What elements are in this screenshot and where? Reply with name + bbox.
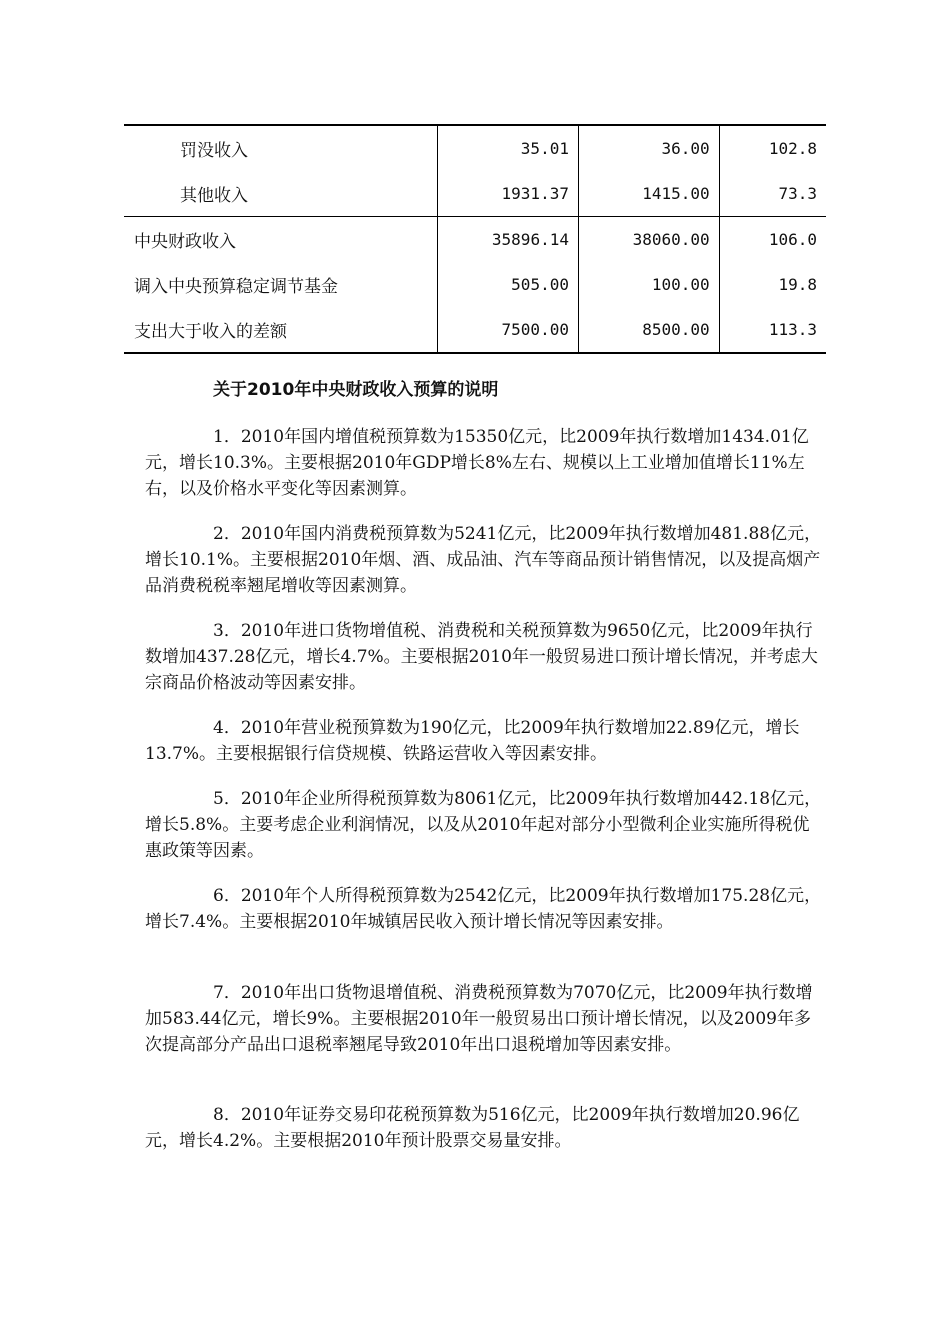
note-paragraph: 8．2010年证券交易印花税预算数为516亿元，比2009年执行数增加20.96亿元，增长4.2%。主要根据2010年预计股票交易量安排。	[145, 1105, 800, 1151]
row-value-percent: 102.8	[719, 125, 826, 171]
budget-table	[124, 124, 826, 354]
row-value-2010: 38060.00	[578, 217, 719, 263]
table-row	[124, 125, 826, 171]
row-value-percent: 113.3	[719, 307, 826, 353]
table-row	[124, 171, 826, 217]
table-row	[124, 307, 826, 353]
row-value-2009: 7500.00	[438, 307, 579, 353]
row-name: 其他收入	[180, 186, 248, 206]
row-value-2010: 100.00	[578, 262, 719, 307]
row-name: 罚没收入	[124, 125, 438, 171]
row-value-percent: 19.8	[719, 262, 826, 307]
row-value-2010: 1415.00	[578, 171, 719, 217]
note-paragraph: 2．2010年国内消费税预算数为5241亿元，比2009年执行数增加481.88亿元，增长10.1%。主要根据2010年烟、酒、成品油、汽车等商品预计销售情况，以及提高烟产品消费税税率翘尾增收等因素测算。	[145, 524, 822, 596]
row-value-2009: 35896.14	[438, 217, 579, 263]
row-value-2010: 36.00	[578, 125, 719, 171]
table-row	[124, 262, 826, 307]
note-paragraph: 6．2010年个人所得税预算数为2542亿元，比2009年执行数增加175.28亿元，增长7.4%。主要根据2010年城镇居民收入预计增长情况等因素安排。	[145, 886, 822, 932]
note-paragraph: 7．2010年出口货物退增值税、消费税预算数为7070亿元，比2009年执行数增加583.44亿元，增长9%。主要根据2010年一般贸易出口预计增长情况，以及2009年多次提高部分产品出口退税率翘尾导致2010年出口退税增加等因素安排。	[145, 983, 813, 1055]
row-name: 支出大于收入的差额	[124, 307, 438, 353]
note-paragraph: 1．2010年国内增值税预算数为15350亿元，比2009年执行数增加1434.01亿元，增长10.3%。主要根据2010年GDP增长8%左右、规模以上工业增加值增长11%左右，以及价格水平变化等因素测算。	[145, 427, 809, 499]
row-value-percent: 73.3	[719, 171, 826, 217]
row-value-2009: 1931.37	[438, 171, 579, 217]
row-value-percent: 106.0	[719, 217, 826, 263]
note-paragraph: 3．2010年进口货物增值税、消费税和关税预算数为9650亿元，比2009年执行数增加437.28亿元，增长4.7%。主要根据2010年一般贸易进口预计增长情况，并考虑大宗商品价格波动等因素安排。	[145, 621, 818, 693]
row-value-2009: 35.01	[438, 125, 579, 171]
row-name: 中央财政收入	[124, 217, 438, 263]
note-paragraph: 5．2010年企业所得税预算数为8061亿元，比2009年执行数增加442.18亿元，增长5.8%。主要考虑企业利润情况，以及从2010年起对部分小型微利企业实施所得税优惠政策等因素。	[145, 789, 822, 861]
note-paragraph: 4．2010年营业税预算数为190亿元，比2009年执行数增加22.89亿元，增长13.7%。主要根据银行信贷规模、铁路运营收入等因素安排。	[145, 718, 800, 764]
row-name: 调入中央预算稳定调节基金	[134, 277, 338, 297]
row-value-2010: 8500.00	[578, 307, 719, 353]
section-heading: 关于2010年中央财政收入预算的说明	[213, 380, 499, 400]
row-value-2009: 505.00	[438, 262, 579, 307]
table-row	[124, 217, 826, 263]
